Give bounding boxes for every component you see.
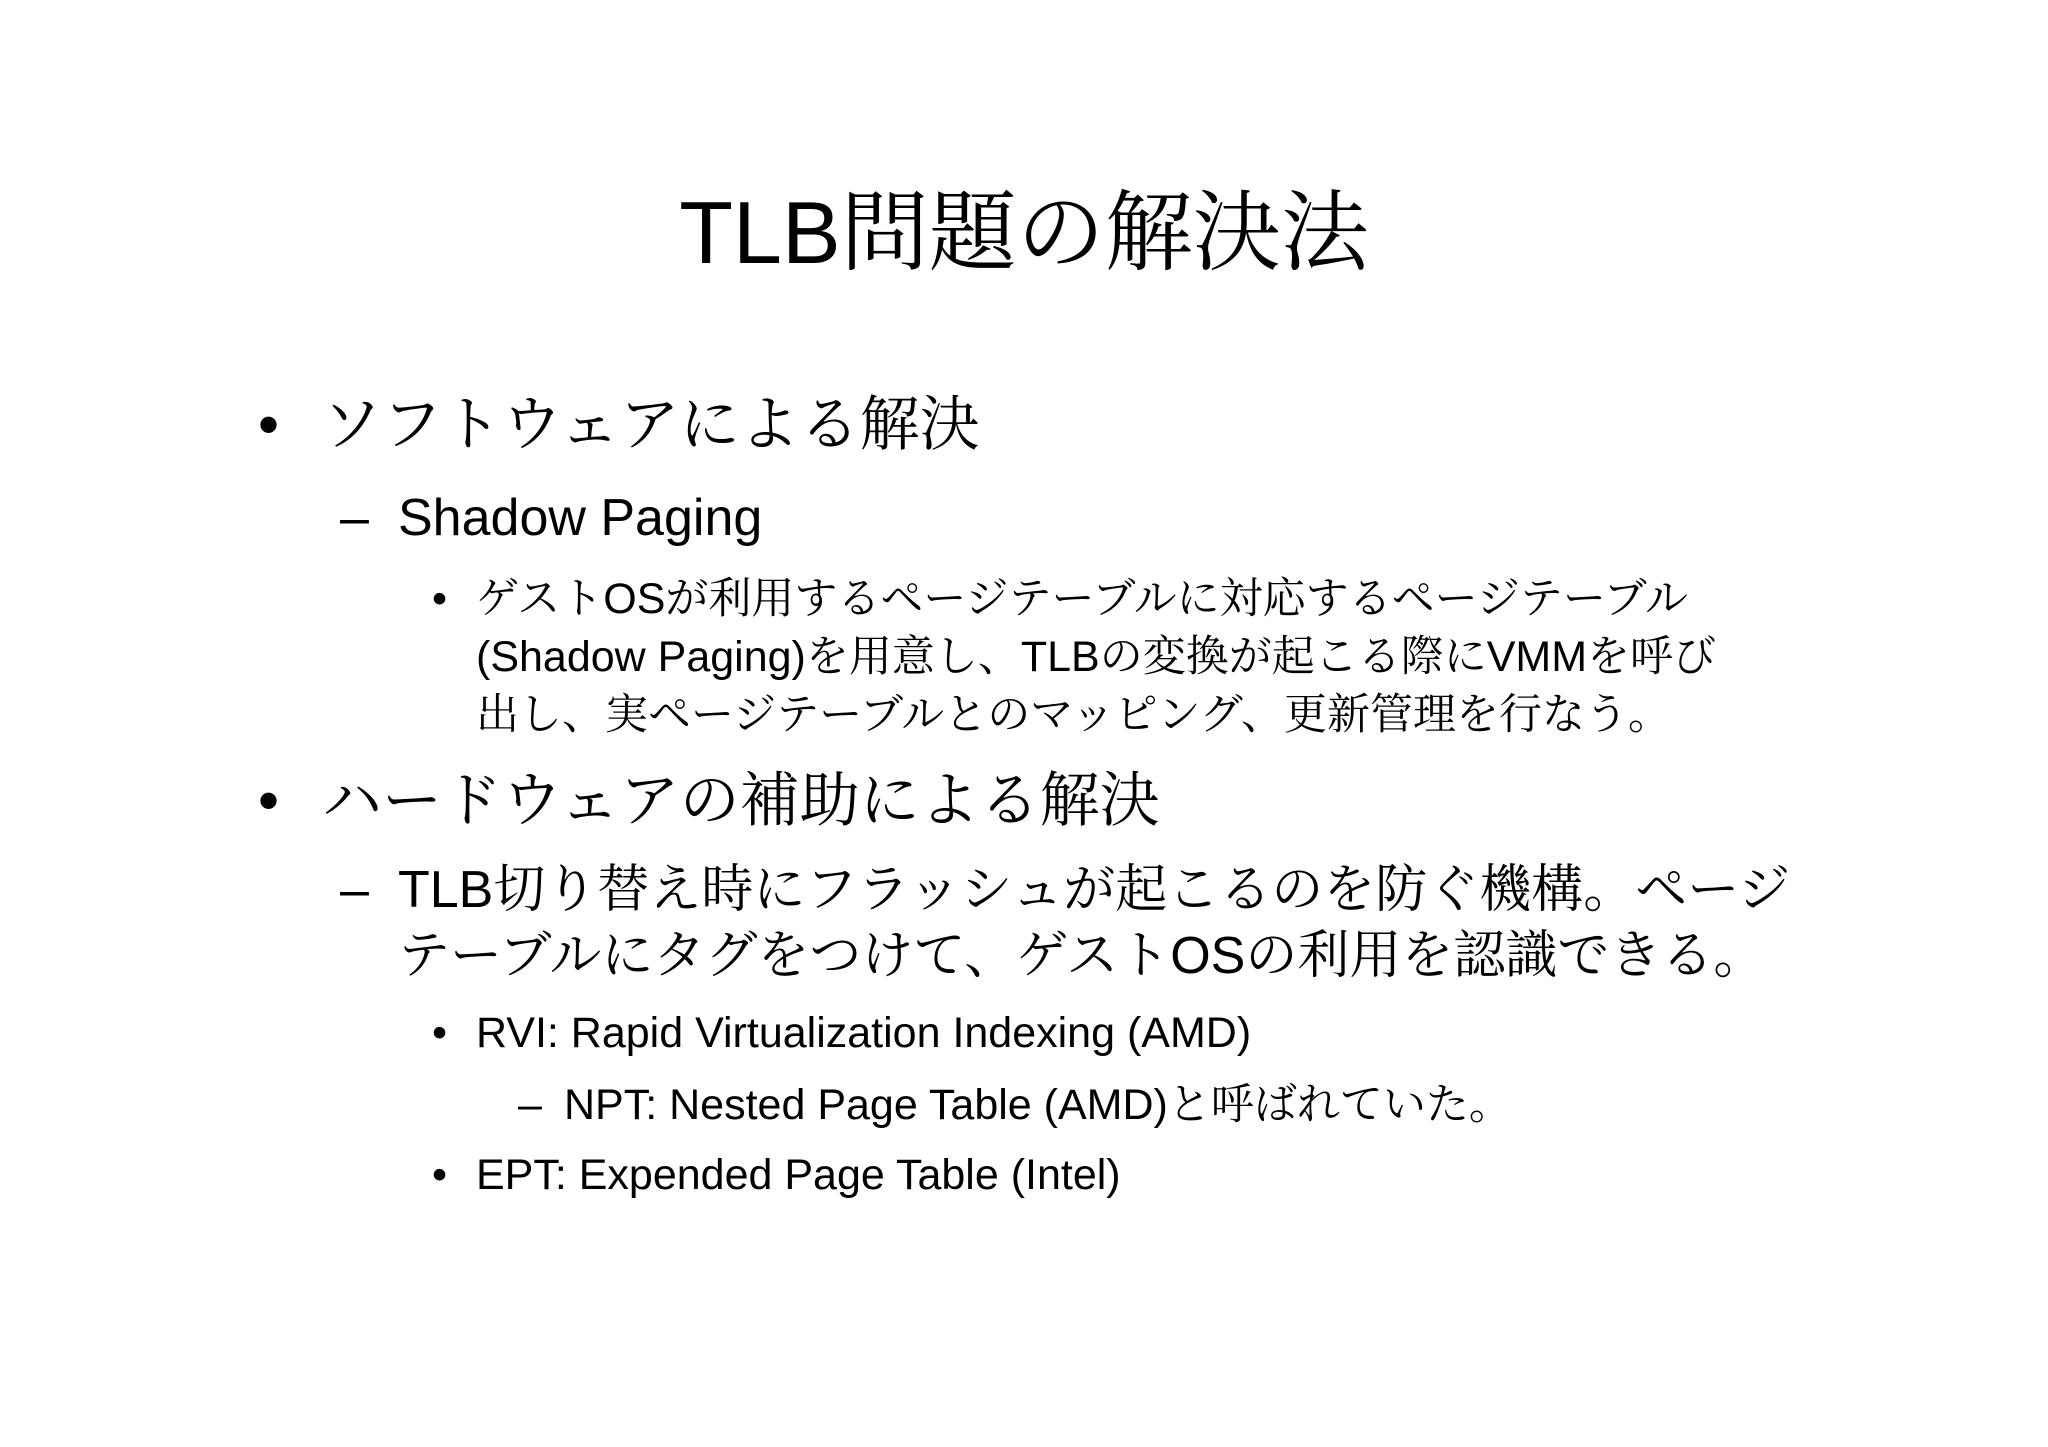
bullet-icon: • xyxy=(432,1009,448,1057)
dash-icon: – xyxy=(340,861,369,919)
sub-item-text: Shadow Paging xyxy=(398,489,763,547)
bullet-icon: • xyxy=(258,391,280,458)
slide-title: TLB問題の解決法 xyxy=(679,183,1369,282)
bullet-icon: • xyxy=(432,1151,448,1199)
bullet-icon: • xyxy=(258,767,280,834)
bullet-text: ソフトウェアによる解決 xyxy=(322,391,980,458)
detail-subitem-text: NPT: Nested Page Table (AMD)と呼ばれていた。 xyxy=(564,1081,1512,1129)
bullet-text: ハードウェアの補助による解決 xyxy=(322,767,1160,834)
detail-text-line: (Shadow Paging)を用意し、TLBの変換が起こる際にVMMを呼び xyxy=(476,633,1717,681)
bullet-icon: • xyxy=(432,575,448,623)
detail-text-line: ゲストOSが利用するページテーブルに対応するページテーブル xyxy=(476,575,1688,623)
detail-text: RVI: Rapid Virtualization Indexing (AMD) xyxy=(476,1009,1252,1057)
sub-item-text-line: TLB切り替え時にフラッシュが起こるのを防ぐ機構。ページ xyxy=(398,861,1791,919)
dash-icon: – xyxy=(340,489,369,547)
detail-text-line: 出し、実ページテーブルとのマッピング、更新管理を行なう。 xyxy=(476,691,1671,739)
sub-item-text-line: テーブルにタグをつけて、ゲストOSの利用を認識できる。 xyxy=(398,927,1766,985)
detail-text: EPT: Expended Page Table (Intel) xyxy=(476,1151,1121,1199)
dash-icon: – xyxy=(518,1081,542,1129)
